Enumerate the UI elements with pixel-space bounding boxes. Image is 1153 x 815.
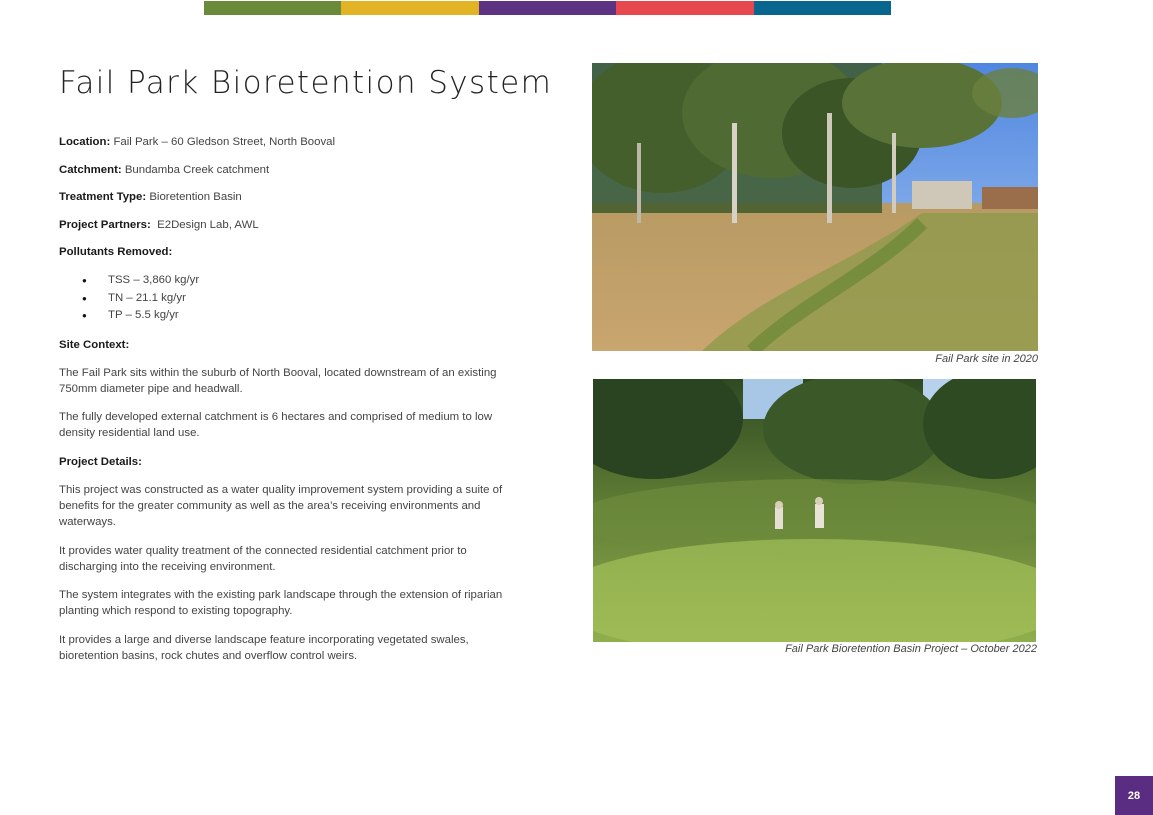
location-field (59, 134, 509, 150)
project-partners-label: Project Partners: (59, 218, 151, 231)
photo-bioretention-basin-2022 (593, 379, 1036, 642)
pollutant-item-tp: ● TP – 5.5 kg/yr (59, 307, 509, 325)
treatment-type-field (59, 189, 509, 205)
pollutant-item-tn: ● TN – 21.1 kg/yr (59, 290, 509, 308)
color-bar-segment-blue (754, 1, 891, 15)
site-context-heading: Site Context: (59, 338, 130, 351)
photo-caption-2020: Fail Park site in 2020 (935, 353, 1038, 365)
pollutant-item-tss: ● TSS – 3,860 kg/yr (59, 272, 509, 290)
project-partners-field (59, 217, 509, 233)
page-title: Fail Park Bioretention System (59, 65, 553, 101)
pollutants-list (59, 272, 509, 325)
photo-caption-2022: Fail Park Bioretention Basin Project – October 2022 (785, 643, 1037, 655)
site-context-paragraph: The fully developed external catchment is 6 hectares and comprised of medium to low density residential land use. (59, 411, 493, 440)
project-details-heading: Project Details: (59, 455, 142, 468)
location-value: Fail Park – 60 Gledson Street, North Booval (113, 136, 336, 148)
catchment-field (59, 162, 509, 178)
catchment-value: Bundamba Creek catchment (124, 163, 270, 176)
page-number: 28 (1115, 776, 1153, 815)
pollutants-heading: Pollutants Removed: (59, 246, 173, 258)
project-details-paragraph: The system integrates with the existing park landscape through the extension of riparian planting which respond to existing topography. (59, 589, 503, 618)
treatment-type-value: Bioretention Basin (149, 191, 242, 203)
project-details-paragraph: It provides a large and diverse landscape feature incorporating vegetated swales, bioretention basins, rock chutes and overflow control weirs. (59, 633, 469, 663)
photo-fail-park-2020 (592, 63, 1038, 351)
color-bar-segment-yellow (341, 1, 478, 15)
project-info-column (59, 62, 553, 676)
treatment-type-label: Treatment Type: (59, 191, 147, 203)
color-bar-segment-red (616, 1, 753, 15)
project-partners-value: E2Design Lab, AWL (153, 218, 259, 231)
catchment-label: Catchment: (59, 163, 122, 176)
site-context-paragraph: The Fail Park sits within the suburb of North Booval, located downstream of an existing 750mm diameter pipe and headwall. (59, 366, 497, 395)
color-bar-segment-green (204, 1, 341, 15)
location-label: Location: (59, 136, 111, 148)
project-details-paragraph: It provides water quality treatment of the connected residential catchment prior to discharging into the receiving environment. (59, 544, 467, 573)
brand-color-bar (204, 1, 891, 15)
project-details-paragraph: This project was constructed as a water quality improvement system providing a suite of benefits for the greater community as well as the area’s receiving environments and waterways. (59, 483, 503, 529)
color-bar-segment-purple (479, 1, 616, 15)
